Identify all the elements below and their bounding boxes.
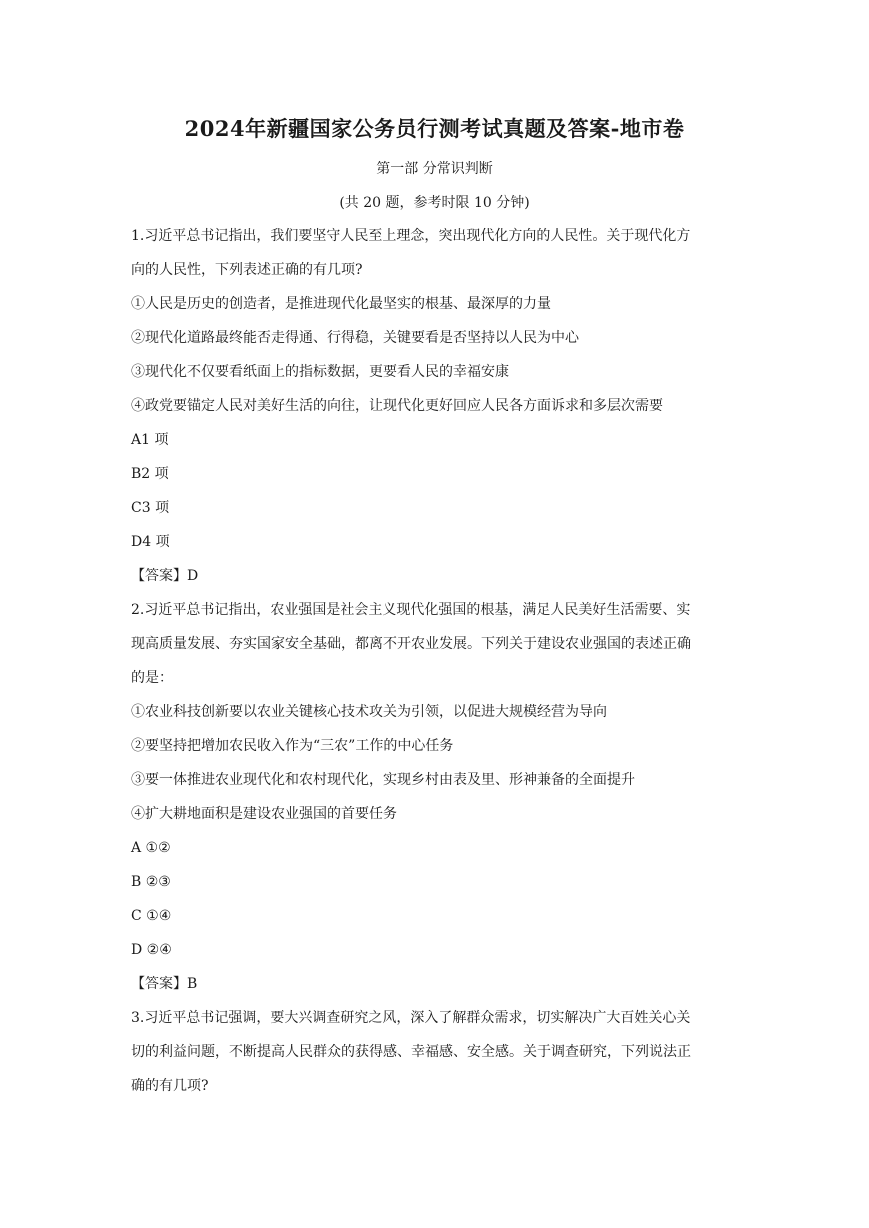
question-2-stem-line-1: 2.习近平总书记指出，农业强国是社会主义现代化强国的根基，满足人民美好生活需要、实: [131, 602, 691, 618]
question-2-answer: 【答案】B: [131, 976, 198, 992]
question-3-stem-line-1: 3.习近平总书记强调，要大兴调查研究之风，深入了解群众需求，切实解决广大百姓关心关: [131, 1010, 691, 1026]
question-1-option-c: C3 项: [131, 500, 170, 516]
question-1-stem-line-2: 向的人民性，下列表述正确的有几项?: [131, 262, 363, 278]
question-2-statement-3: ③要一体推进农业现代化和农村现代化，实现乡村由表及里、形神兼备的全面提升: [131, 772, 635, 788]
section-heading: 第一部 分常识判断: [376, 161, 493, 177]
question-1-statement-4: ④政党要锚定人民对美好生活的向往，让现代化更好回应人民各方面诉求和多层次需要: [131, 398, 663, 414]
question-1-statement-1: ①人民是历史的创造者，是推进现代化最坚实的根基、最深厚的力量: [131, 296, 551, 312]
question-2-stem-line-2: 现高质量发展、夯实国家安全基础，都离不开农业发展。下列关于建设农业强国的表述正确: [131, 636, 691, 652]
question-1-option-d: D4 项: [131, 534, 170, 550]
question-1-statement-2: ②现代化道路最终能否走得通、行得稳，关键要看是否坚持以人民为中心: [131, 330, 579, 346]
question-2-option-b: B ②③: [131, 874, 171, 890]
question-2-stem-line-3: 的是：: [131, 670, 173, 686]
question-2-option-c: C ①④: [131, 908, 172, 924]
question-1-option-b: B2 项: [131, 466, 169, 482]
question-3-stem-line-2: 切的利益问题，不断提高人民群众的获得感、幸福感、安全感。关于调查研究，下列说法正: [131, 1044, 691, 1060]
section-note: (共 20 题，参考时限 10 分钟): [339, 195, 530, 211]
question-3-stem-line-3: 确的有几项?: [131, 1078, 209, 1094]
question-2-statement-4: ④扩大耕地面积是建设农业强国的首要任务: [131, 806, 397, 822]
question-2-statement-2: ②要坚持把增加农民收入作为“三农”工作的中心任务: [131, 738, 454, 754]
question-1-option-a: A1 项: [131, 432, 169, 448]
question-2-option-d: D ②④: [131, 942, 172, 958]
question-2-option-a: A ①②: [131, 840, 171, 856]
question-1-answer: 【答案】D: [131, 568, 199, 584]
question-1-stem-line-1: 1.习近平总书记指出，我们要坚守人民至上理念，突出现代化方向的人民性。关于现代化方: [131, 228, 691, 244]
question-2-statement-1: ①农业科技创新要以农业关键核心技术攻关为引领，以促进大规模经营为导向: [131, 704, 607, 720]
document-title: 2024年新疆国家公务员行测考试真题及答案-地市卷: [184, 116, 685, 141]
question-1-statement-3: ③现代化不仅要看纸面上的指标数据，更要看人民的幸福安康: [131, 364, 509, 380]
